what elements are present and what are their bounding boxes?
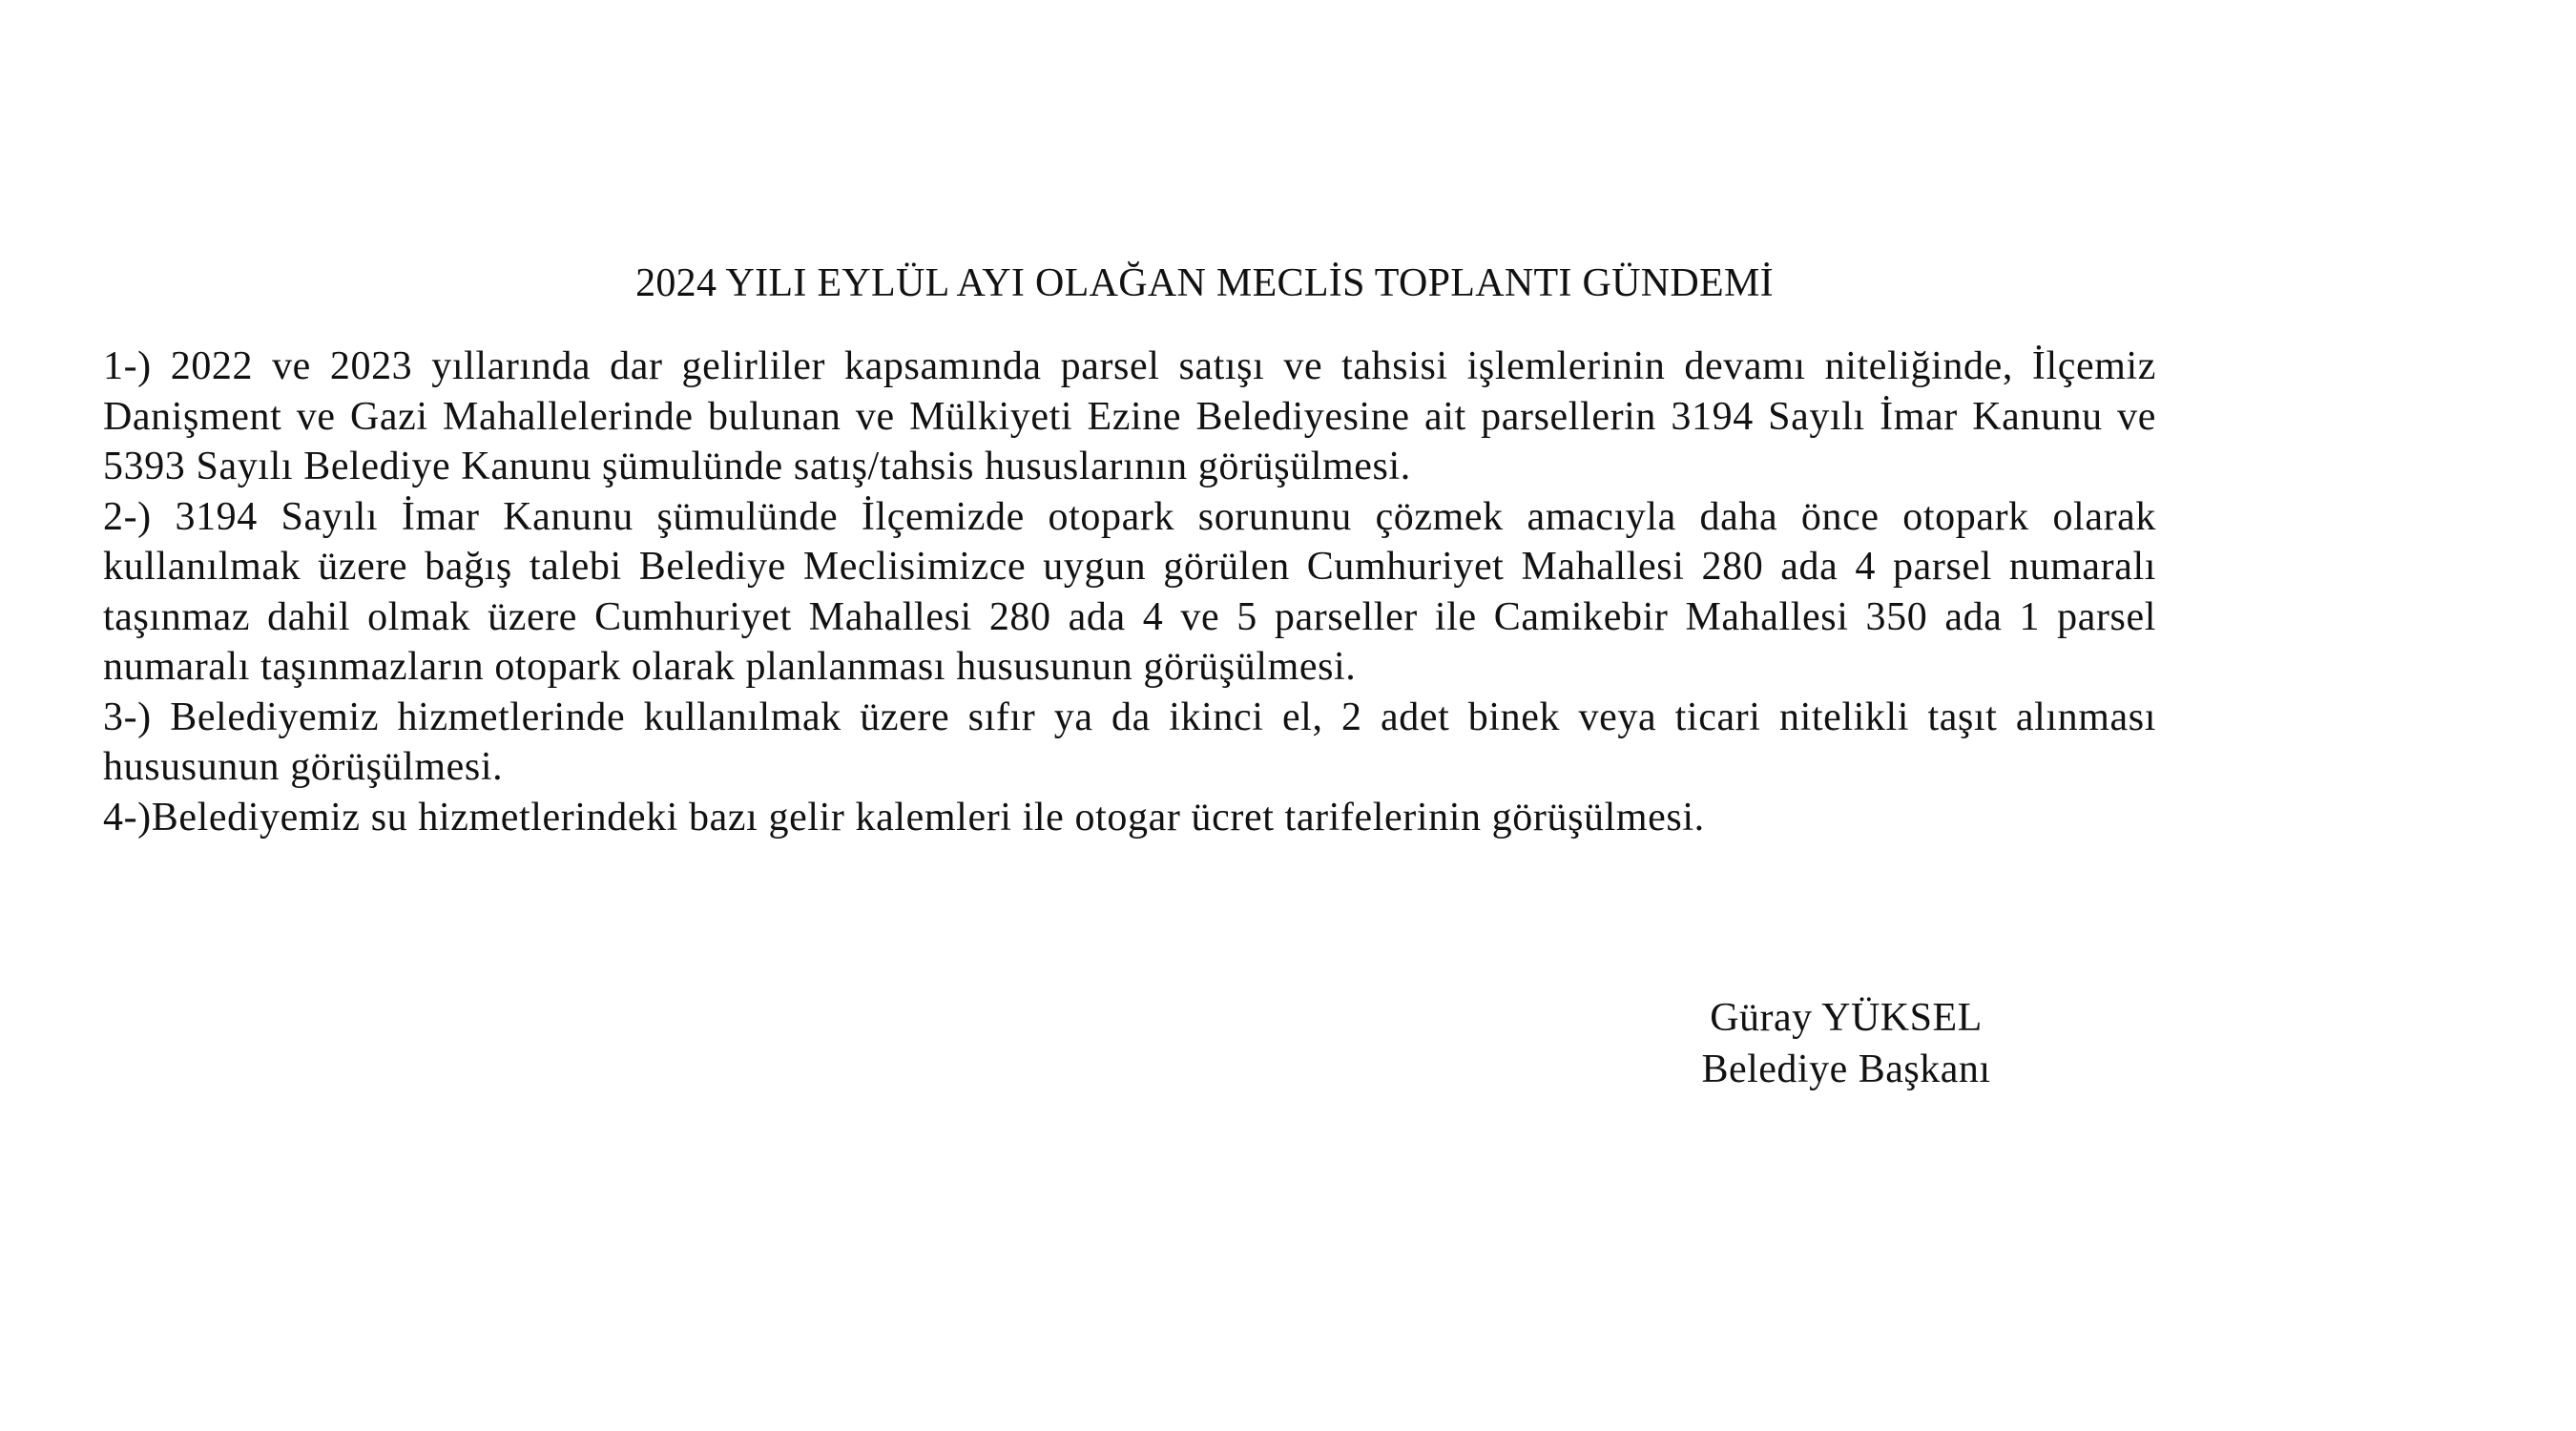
signatory-position: Belediye Başkanı [1701, 1047, 1991, 1091]
document-title: 2024 YILI EYLÜL AYI OLAĞAN MECLİS TOPLANTI GÜNDEMİ [635, 261, 1774, 305]
agenda-item-4: 4-)Belediyemiz su hizmetlerindeki bazı gelir kalemleri ile otogar ücret tarifelerinin görüşülmesi. [103, 795, 1705, 840]
agenda-item-1: 1-) 2022 ve 2023 yıllarında dar gelirliler kapsamında parsel satışı ve tahsisi işlemlerinin devamı niteliğinde, İlçemiz Danişment ve Gazi Mahallelerinde bulunan ve Mülkiyeti Ezine Belediyesine ait parsellerin 3194 Sayılı İmar Kanunu ve 5393 Sayılı Belediye Kanunu şümulünde satış/tahsis hususlarının görüşülmesi. [103, 344, 2156, 488]
agenda-item-3: 3-) Belediyemiz hizmetlerinde kullanılmak üzere sıfır ya da ikinci el, 2 adet binek veya ticari nitelikli taşıt alınması hususunun görüşülmesi. [103, 695, 2156, 789]
signature-block [1631, 992, 2061, 1095]
signatory-name: Güray YÜKSEL [1710, 996, 1983, 1040]
agenda-list [103, 342, 2156, 842]
agenda-item-2: 2-) 3194 Sayılı İmar Kanunu şümulünde İlçemizde otopark sorununu çözmek amacıyla daha önce otopark olarak kullanılmak üzere bağış talebi Belediye Meclisimizce uygun görülen Cumhuriyet Mahallesi 280 ada 4 parsel numaralı taşınmaz dahil olmak üzere Cumhuriyet Mahallesi 280 ada 4 ve 5 parseller ile Camikebir Mahallesi 350 ada 1 parsel numaralı taşınmazların otopark olarak planlanması hususunun görüşülmesi. [103, 494, 2156, 689]
